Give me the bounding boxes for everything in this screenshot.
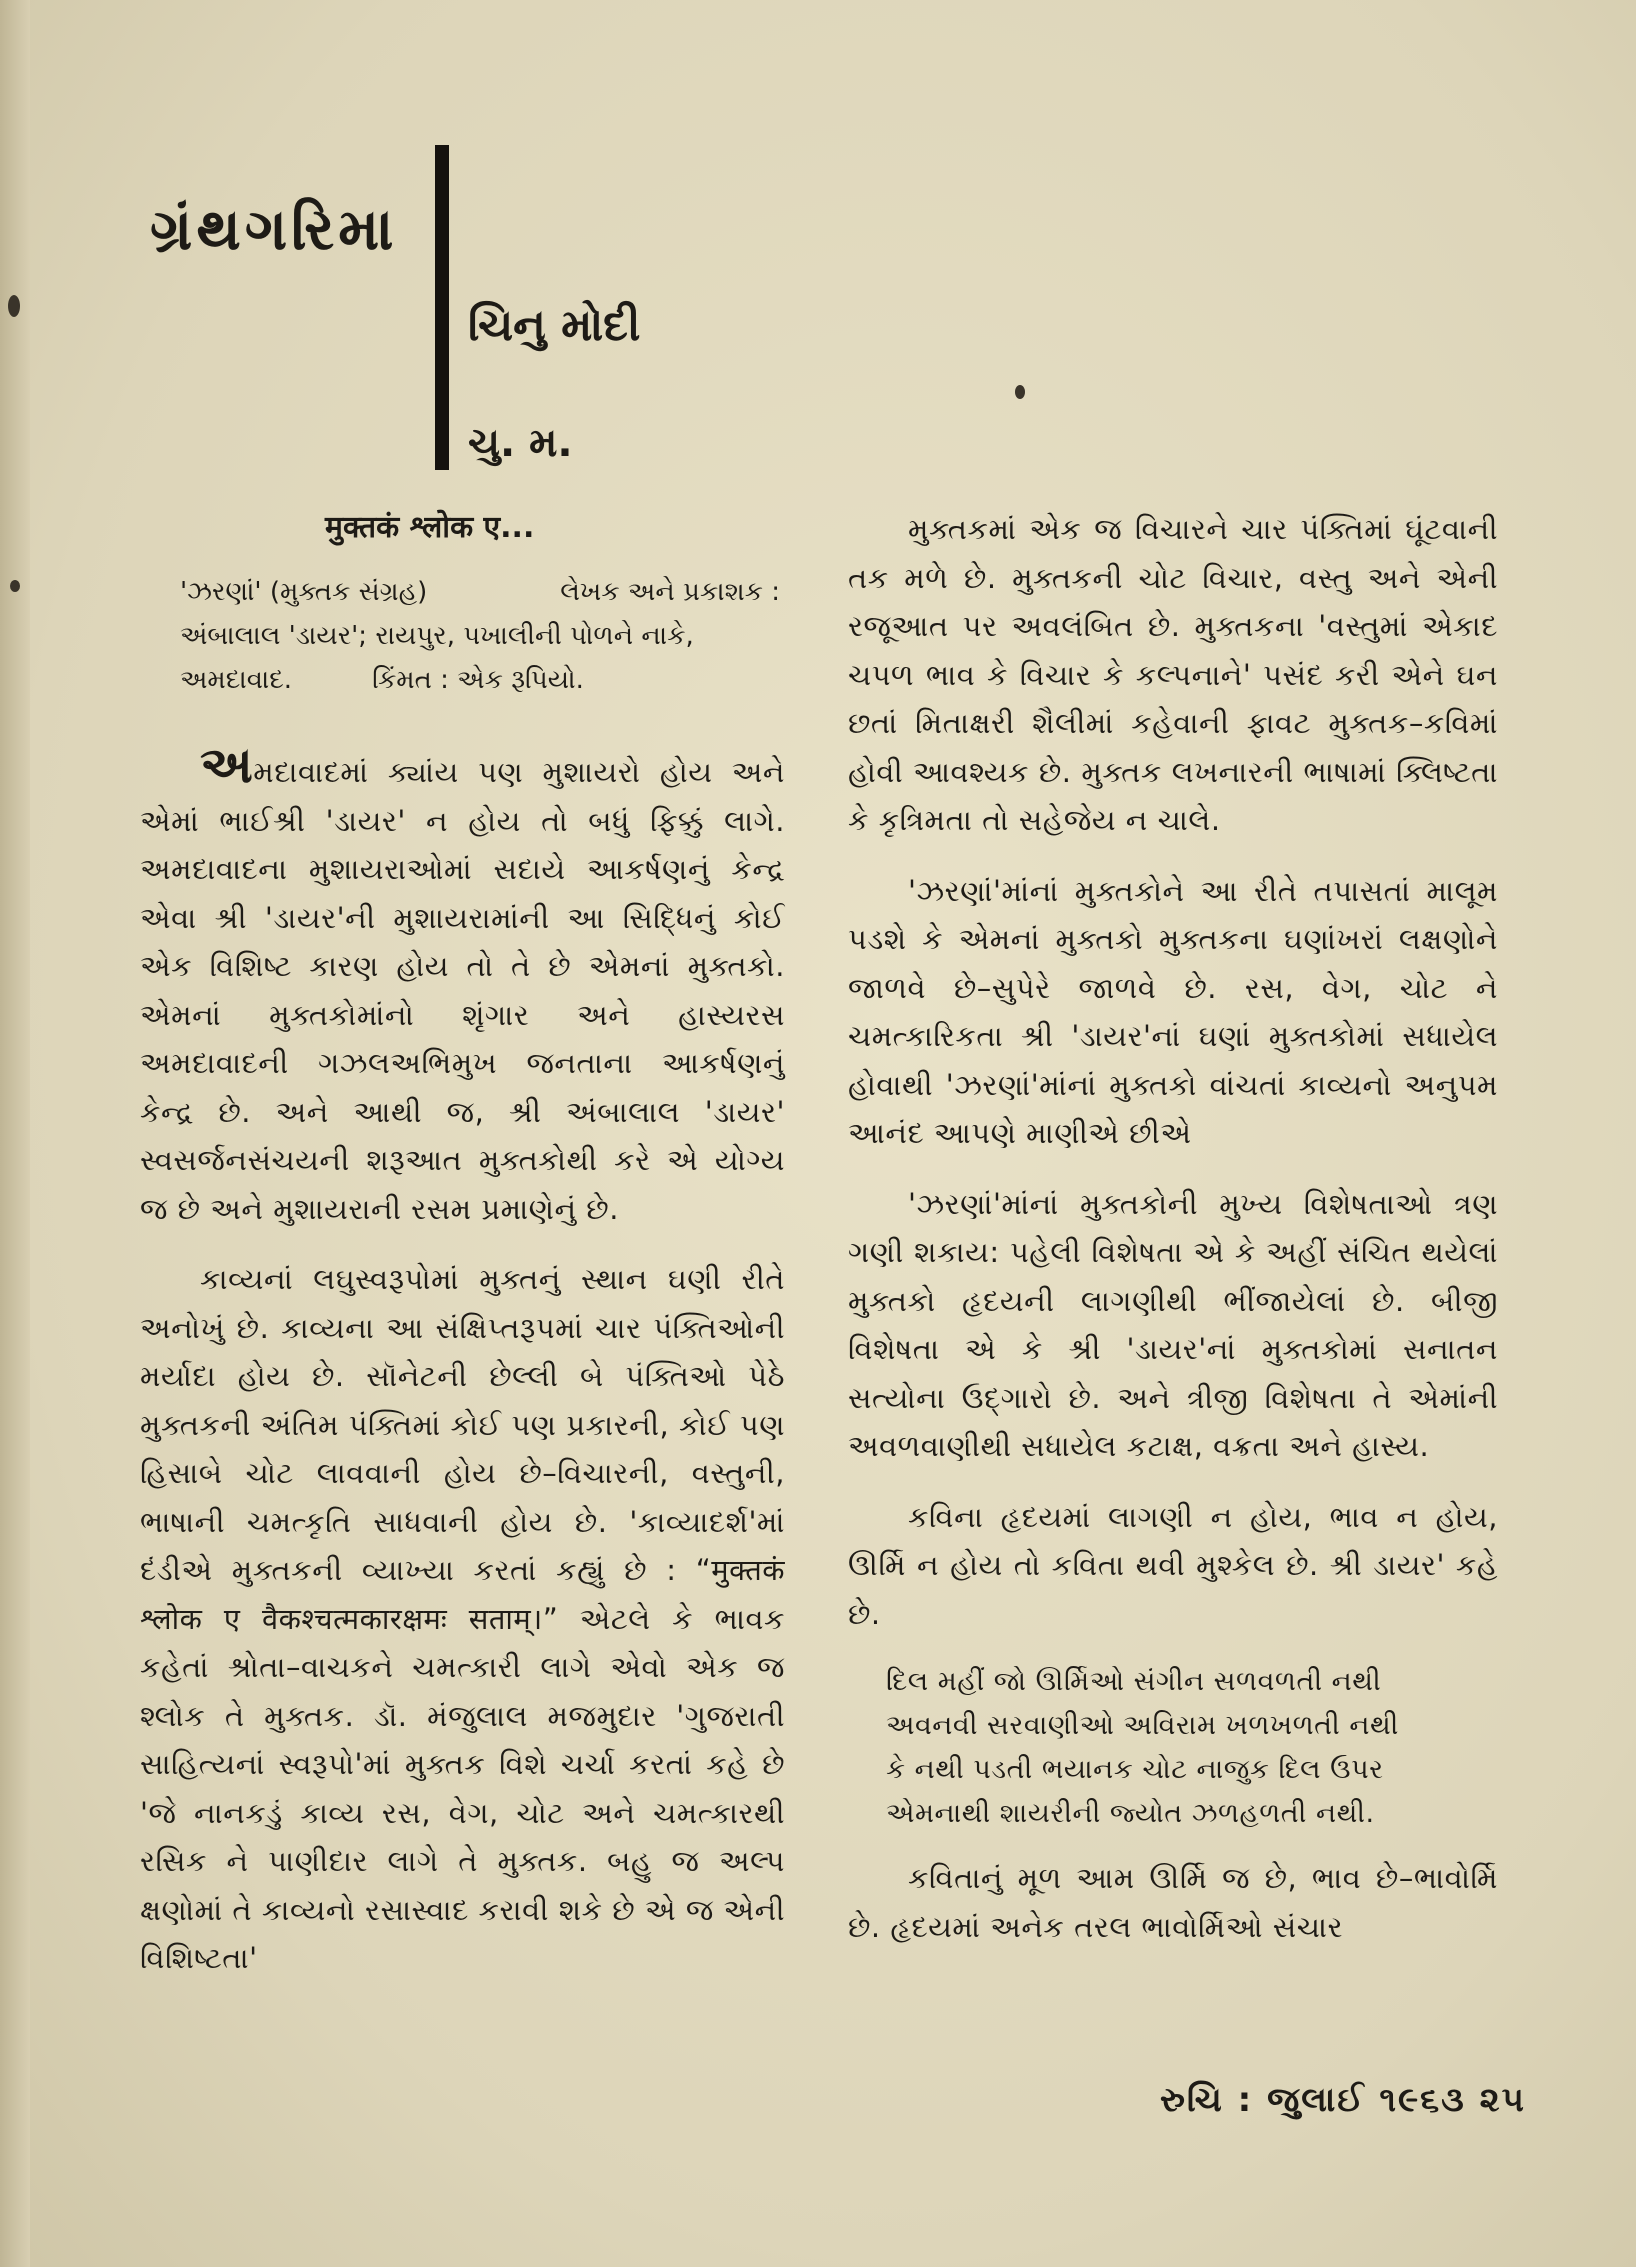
publisher-address: અંબાલાલ 'ડાયર'; રાયપુર, પખાલીની પોળને નાકે, — [180, 621, 694, 651]
section-title: ગ્રંથગરિમા — [150, 195, 398, 263]
book-info — [180, 570, 780, 702]
book-info-row-2 — [180, 614, 780, 658]
verse-block — [886, 1660, 1498, 1836]
left-column — [140, 736, 785, 2005]
right-column — [848, 505, 1498, 1973]
paper-speck — [8, 295, 20, 317]
left-paragraph-1-text: મદાવાદમાં ક્યાંય પણ મુશાયરો હોય અને એમાં ભાઈશ્રી 'ડાયર' ન હોય તો બધું ફિક્કું લાગે. અમદાવાદના મુશાયરાઓમાં સદાયે આકર્ષણનું કેન્દ્ર એવા શ્રી 'ડાયર'ની મુશાયરામાંની આ સિદ્ધિનું કોઈ એક વિશિષ્ટ કારણ હોય તો તે છે એમનાં મુક્તકો. એમનાં મુક્તકોમાંનો શૃંગાર અને હાસ્યરસ અમદાવાદની ગઝલઅભિમુખ જનતાના આકર્ષણનું કેન્દ્ર છે. અને આથી જ, શ્રી અંબાલાલ 'ડાયર' સ્વસર્જનસંચયની શરૂઆત મુક્તકોથી કરે એ યોગ્ય જ છે અને મુશાયરાની રસમ પ્રમાણેનું છે. — [140, 755, 785, 1226]
review-heading: मुक्तकं श्लोक ए... — [325, 510, 535, 545]
book-info-row-3 — [180, 658, 780, 702]
right-paragraph-4: કવિના હૃદયમાં લાગણી ન હોય, ભાવ ન હોય, ઊર્મિ ન હોય તો કવિતા થવી મુશ્કેલ છે. શ્રી ડાયર' કહે છે. — [848, 1499, 1498, 1631]
book-title: 'ઝરણાં' (મુક્તક સંગ્રહ) — [180, 577, 428, 607]
verse-line: દિલ મહીં જો ઊર્મિઓ સંગીન સળવળતી નથી — [886, 1666, 1382, 1697]
verse-line: એમનાથી શાયરીની જ્યોત ઝળહળતી નથી. — [886, 1798, 1375, 1829]
right-paragraph-1: મુક્તકમાં એક જ વિચારને ચાર પંક્તિમાં ઘૂંટવાની તક મળે છે. મુક્તકની ચોટ વિચાર, વસ્તુ અને એની રજૂઆત પર અવલંબિત છે. મુક્તકના 'વસ્તુમાં એકાદ ચપળ ભાવ કે વિચાર કે કલ્પનાને' પસંદ કરી એને ઘન છતાં મિતાક્ષરી શૈલીમાં કહેવાની ફાવટ મુક્તક–કવિમાં હોવી આવશ્યક છે. મુક્તક લખનારની ભાષામાં ક્લિષ્ટતા કે કૃત્રિમતા તો સહેજેય ન ચાલે. — [848, 512, 1498, 837]
book-price: કિંમત : એક રૂપિયો. — [372, 665, 584, 695]
left-paragraph-2: કાવ્યનાં લઘુસ્વરૂપોમાં મુક્તનું સ્થાન ઘણી રીતે અનોખું છે. કાવ્યના આ સંક્ષિપ્તરૂપમાં ચાર પંક્તિઓની મર્યાદા હોય છે. સૉનેટની છેલ્લી બે પંક્તિઓ પેઠે મુક્તકની અંતિમ પંક્તિમાં કોઈ પણ પ્રકારની, કોઈ પણ હિસાબે ચોટ લાવવાની હોય છે–વિચારની, વસ્તુની, ભાષાની ચમત્કૃતિ સાધવાની હોય છે. 'કાવ્યાદર્શ'માં દંડીએ મુક્તકની વ્યાખ્યા કરતાં કહ્યું છે : “मुक्तकं श्लोक ए वैकश्चत्मकारक्षमः सताम्।” એટલે કે ભાવક કહેતાં શ્રોતા–વાચકને ચમત્કારી લાગે એવો એક જ શ્લોક તે મુક્તક. ડૉ. મંજુલાલ મજમુદાર 'ગુજરાતી સાહિત્યનાં સ્વરૂપો'માં મુક્તક વિશે ચર્ચા કરતાં કહે છે 'જે નાનકડું કાવ્ય રસ, વેગ, ચોટ અને ચમત્કારથી રસિક ને પાણીદાર લાગે તે મુક્તક. બહુ જ અલ્પ ક્ષણોમાં તે કાવ્યનો રસાસ્વાદ કરાવી શકે છે એ જ એની વિશિષ્ટતા' — [140, 1262, 785, 1975]
left-paragraph-1 — [140, 736, 785, 1233]
right-paragraph-5: કવિતાનું મૂળ આમ ઊર્મિ જ છે, ભાવ છે–ભાવોર્મિ છે. હૃદયમાં અનેક તરલ ભાવોર્મિઓ સંચાર — [848, 1861, 1498, 1944]
right-paragraph-2: 'ઝરણાં'માંનાં મુક્તકોને આ રીતે તપાસતાં માલૂમ પડશે કે એમનાં મુક્તકો મુક્તકના ઘણાંખરાં લક્ષણોને જાળવે છે–સુપેરે જાળવે છે. રસ, વેગ, ચોટ ને ચમત્કારિકતા શ્રી 'ડાયર'નાં ઘણાં મુક્તકોમાં સધાયેલ હોવાથી 'ઝરણાં'માંનાં મુક્તકો વાંચતાં કાવ્યનો અનુપમ આનંદ આપણે માણીએ છીએ — [848, 873, 1498, 1150]
verse-line: કે નથી પડતી ભયાનક ચોટ નાજુક દિલ ઉપર — [886, 1754, 1384, 1785]
publisher-city: અમદાવાદ. — [180, 665, 293, 695]
paper-speck — [10, 580, 20, 592]
page-spine-shadow — [0, 0, 30, 2267]
publisher-label: લેખક અને પ્રકાશક : — [560, 577, 780, 607]
author-initials: ચુ. મ. — [468, 420, 573, 466]
paper-speck — [1015, 385, 1025, 399]
page-footer: રુચિ : જુલાઈ ૧૯૬૩ ૨૫ — [1160, 2080, 1526, 2120]
right-paragraph-3: 'ઝરણાં'માંનાં મુક્તકોની મુખ્ય વિશેષતાઓ ત્રણ ગણી શકાય: પહેલી વિશેષતા એ કે અહીં સંચિત થયેલાં મુક્તકો હૃદયની લાગણીથી ભીંજાયેલાં છે. બીજી વિશેષતા એ કે શ્રી 'ડાયર'નાં મુક્તકોમાં સનાતન સત્યોના ઉદ્ગારો છે. અને ત્રીજી વિશેષતા તે એમાંની અવળવાણીથી સધાયેલ કટાક્ષ, વક્રતા અને હાસ્ય. — [848, 1186, 1498, 1463]
book-info-row-1 — [180, 570, 780, 614]
author-name: ચિનુ મોદી — [468, 300, 641, 351]
vertical-rule — [435, 145, 449, 470]
verse-line: અવનવી સરવાણીઓ અવિરામ ખળખળતી નથી — [886, 1710, 1399, 1741]
drop-cap: અ — [200, 736, 254, 794]
